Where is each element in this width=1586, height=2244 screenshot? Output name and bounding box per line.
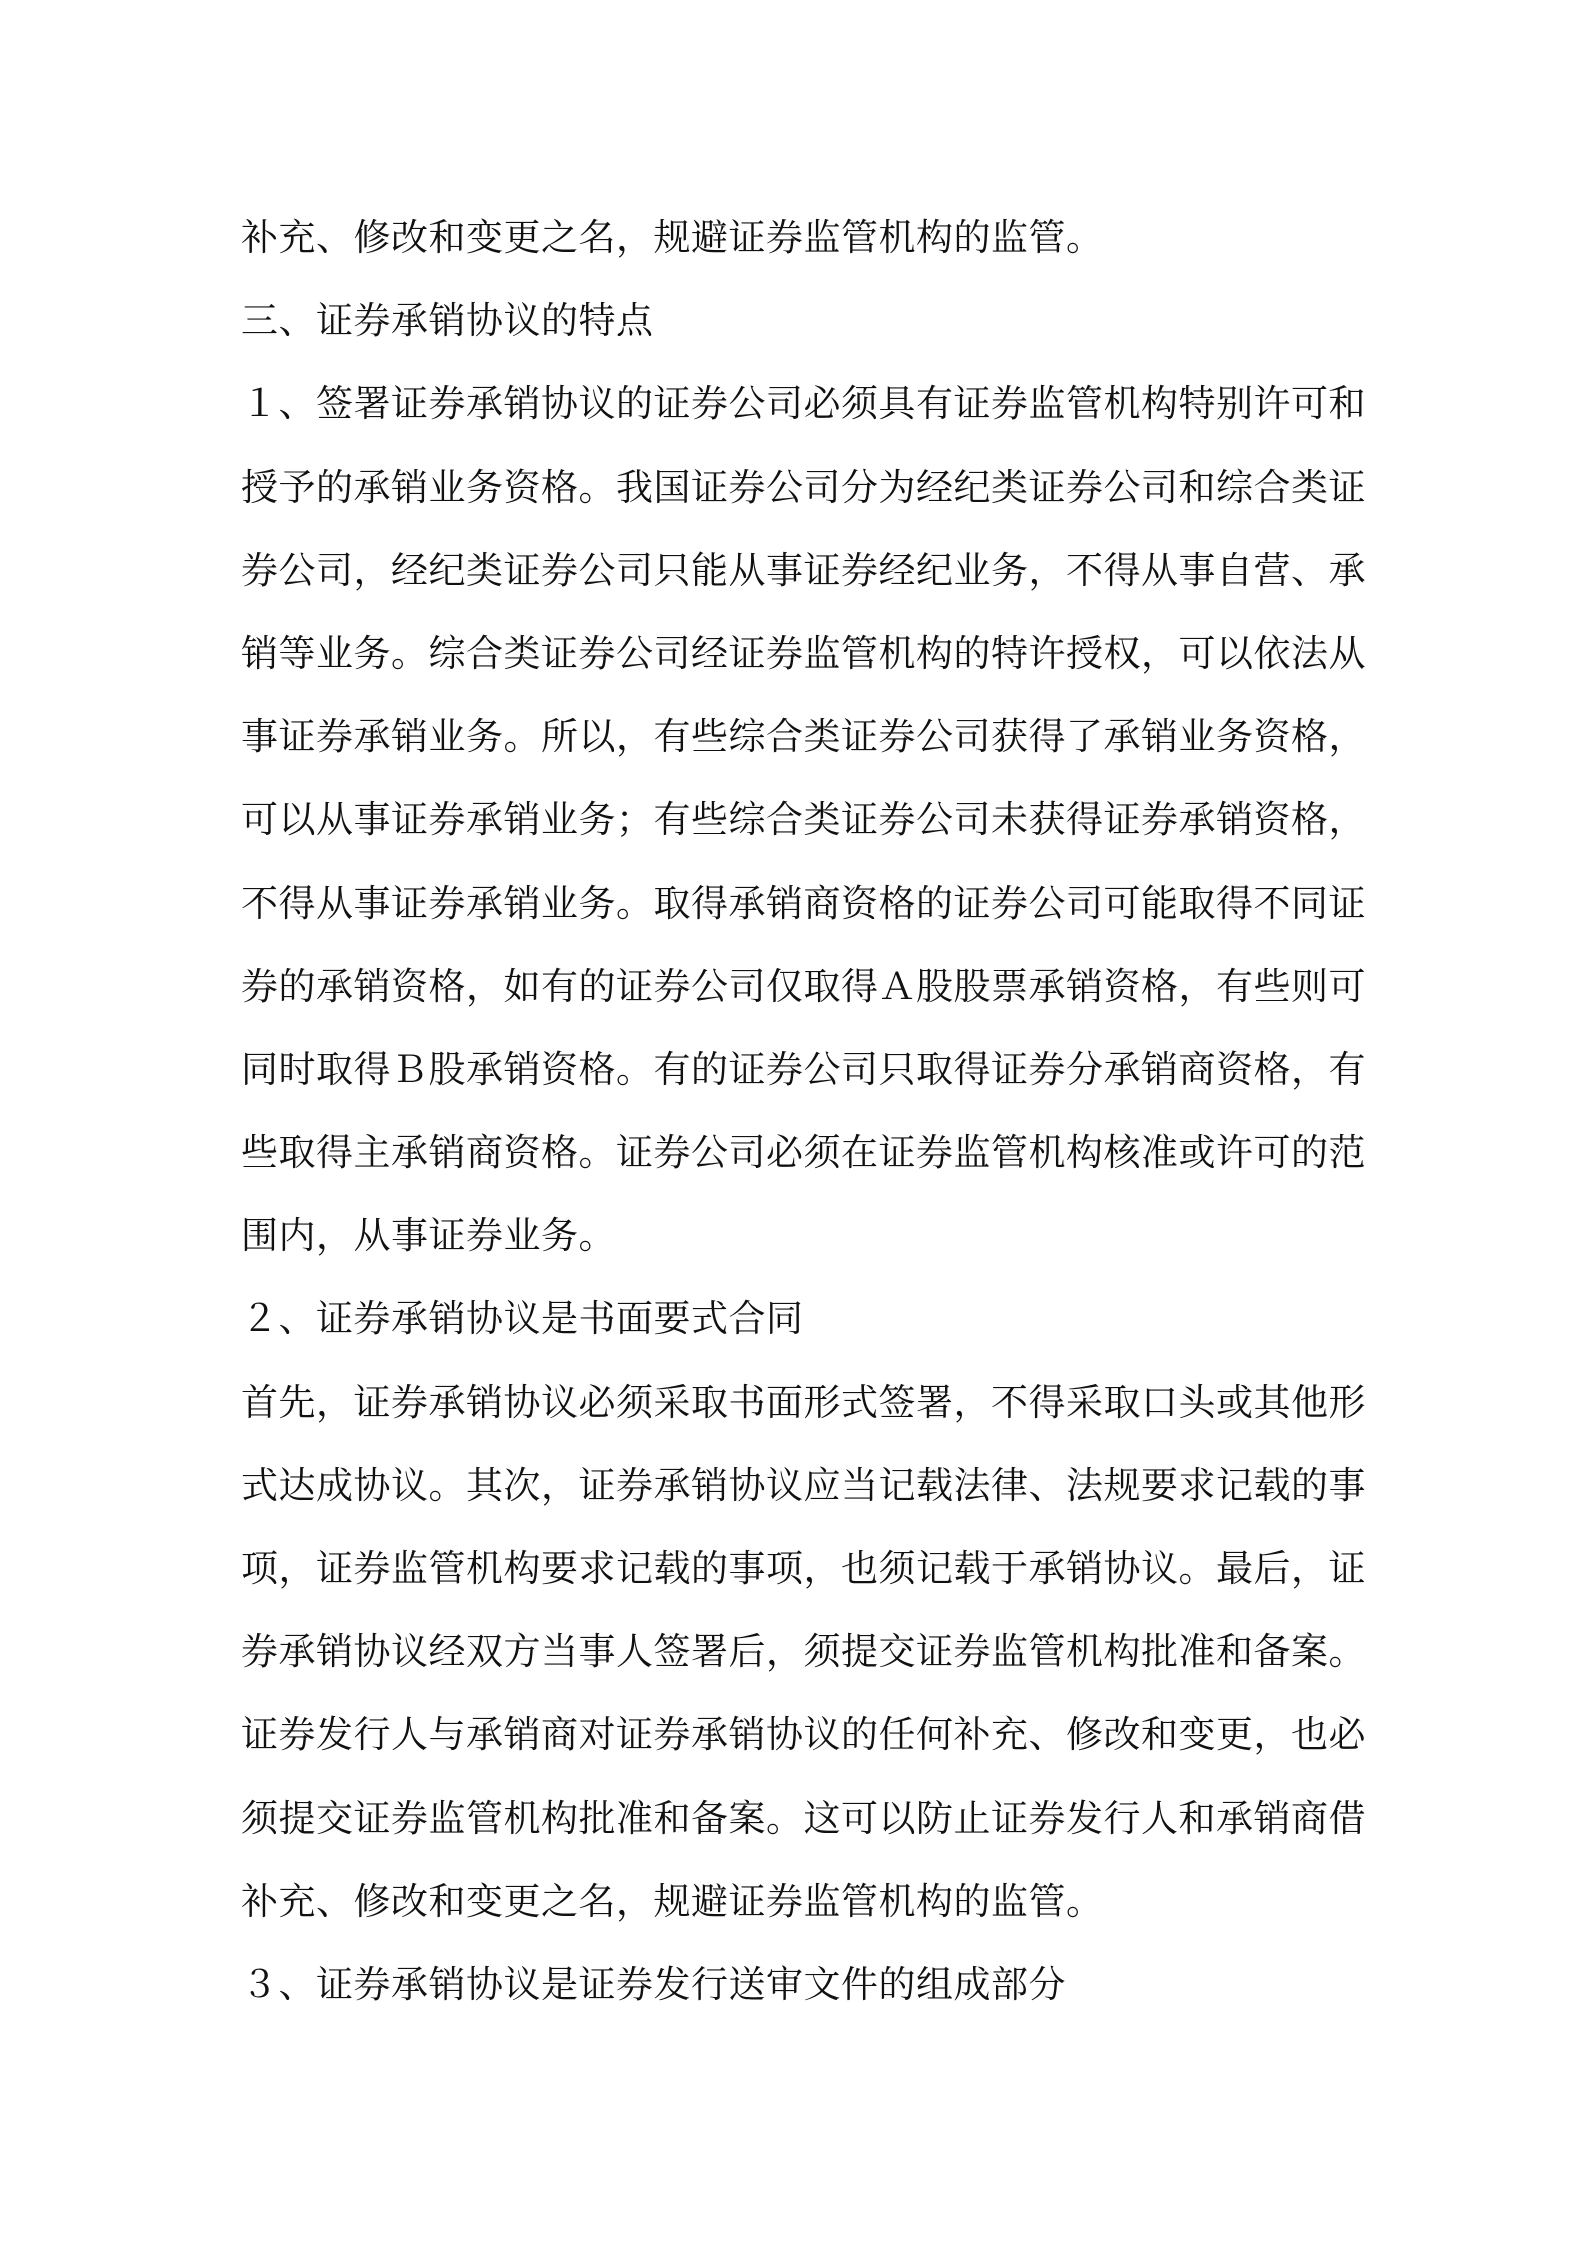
text-line: 些取得主承销商资格。证券公司必须在证券监管机构核准或许可的范 (241, 1131, 1366, 1175)
text-line: 补充、修改和变更之名，规避证券监管机构的监管。 (241, 216, 1104, 259)
numbered-point-heading: ３、证券承销协议是证券发行送审文件的组成部分 (241, 1962, 1066, 2006)
text-line: 须提交证券监管机构批准和备案。这可以防止证券发行人和承销商借 (241, 1796, 1366, 1840)
text-line: 不得从事证券承销业务。取得承销商资格的证券公司可能取得不同证 (241, 881, 1366, 925)
text-line: 销等业务。综合类证券公司经证券监管机构的特许授权，可以依法从 (241, 631, 1366, 675)
text-line: 围内，从事证券业务。 (241, 1214, 616, 1258)
numbered-point-heading: ２、证券承销协议是书面要式合同 (241, 1297, 804, 1341)
text-line: 券的承销资格，如有的证券公司仅取得Ａ股股票承销资格，有些则可 (241, 964, 1366, 1008)
text-line: 补充、修改和变更之名，规避证券监管机构的监管。 (241, 1879, 1104, 1923)
section-heading: 三、证券承销协议的特点 (241, 299, 654, 343)
text-line: 式达成协议。其次，证券承销协议应当记载法律、法规要求记载的事 (241, 1463, 1366, 1507)
text-line: 首先，证券承销协议必须采取书面形式签署，不得采取口头或其他形 (241, 1380, 1366, 1424)
document-body (241, 196, 1366, 2026)
numbered-point-heading: １、签署证券承销协议的证券公司必须具有证券监管机构特别许可和 (241, 382, 1366, 426)
text-line: 券公司，经纪类证券公司只能从事证券经纪业务，不得从事自营、承 (241, 548, 1366, 592)
text-line: 同时取得Ｂ股承销资格。有的证券公司只取得证券分承销商资格，有 (241, 1047, 1366, 1091)
text-line: 授予的承销业务资格。我国证券公司分为经纪类证券公司和综合类证 (241, 465, 1366, 509)
text-line: 证券发行人与承销商对证券承销协议的任何补充、修改和变更，也必 (241, 1713, 1366, 1757)
text-line: 事证券承销业务。所以，有些综合类证券公司获得了承销业务资格， (241, 715, 1366, 759)
text-line: 券承销协议经双方当事人签署后，须提交证券监管机构批准和备案。 (241, 1630, 1366, 1674)
text-line: 项，证券监管机构要求记载的事项，也须记载于承销协议。最后，证 (241, 1547, 1366, 1590)
text-line: 可以从事证券承销业务；有些综合类证券公司未获得证券承销资格， (241, 798, 1366, 842)
